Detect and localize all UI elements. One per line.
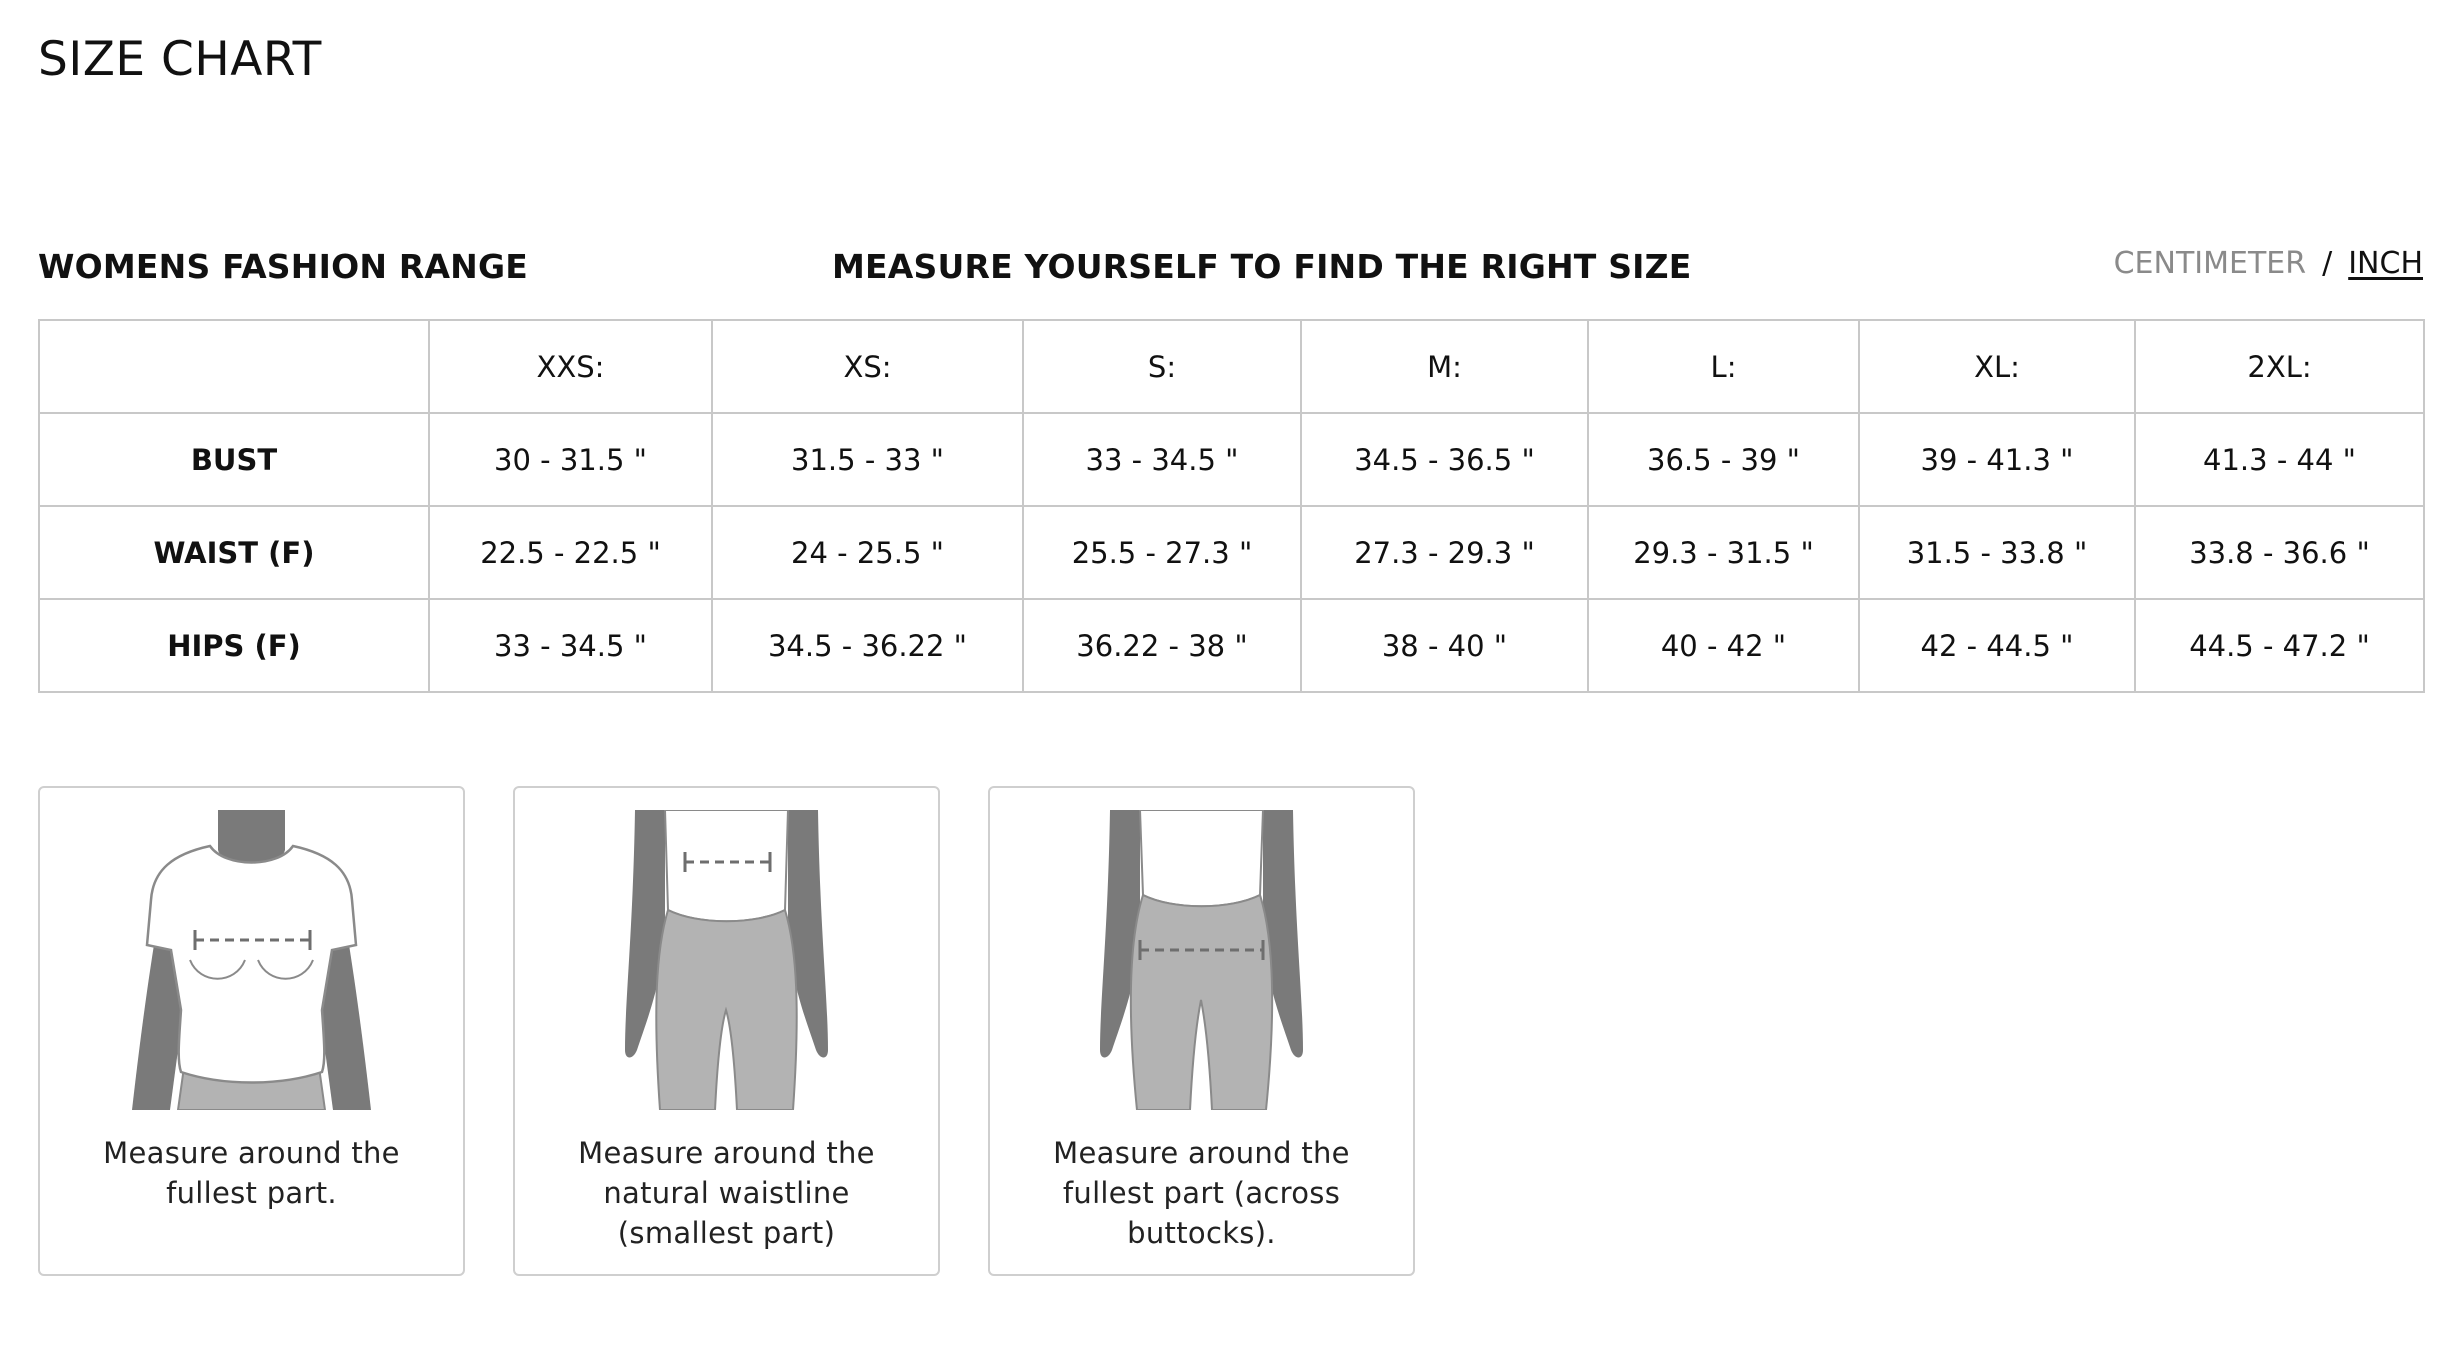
- table-header-cell: L:: [1588, 320, 1859, 413]
- table-cell: 44.5 - 47.2 ": [2135, 599, 2424, 692]
- table-cell: 22.5 - 22.5 ": [429, 506, 712, 599]
- table-cell: 24 - 25.5 ": [712, 506, 1023, 599]
- table-cell: 31.5 - 33 ": [712, 413, 1023, 506]
- table-cell: 27.3 - 29.3 ": [1301, 506, 1588, 599]
- measurement-cards: [38, 786, 1415, 1276]
- table-cell: 33 - 34.5 ": [429, 599, 712, 692]
- table-header-cell: [39, 320, 429, 413]
- table-header-cell: XS:: [712, 320, 1023, 413]
- table-cell: 33.8 - 36.6 ": [2135, 506, 2424, 599]
- table-row: [39, 506, 2424, 599]
- table-cell: 29.3 - 31.5 ": [1588, 506, 1859, 599]
- bust-card: [38, 786, 465, 1276]
- table-header-cell: XL:: [1859, 320, 2135, 413]
- bust-measure-illustration: [40, 810, 463, 1110]
- table-cell: 30 - 31.5 ": [429, 413, 712, 506]
- table-header-cell: 2XL:: [2135, 320, 2424, 413]
- unit-centimeter-link[interactable]: CENTIMETER: [2113, 246, 2307, 281]
- waist-caption: Measure around the natural waistline (smallest part): [578, 1136, 875, 1250]
- measure-title: MEASURE YOURSELF TO FIND THE RIGHT SIZE: [832, 247, 1692, 286]
- table-cell: 38 - 40 ": [1301, 599, 1588, 692]
- table-cell: 36.22 - 38 ": [1023, 599, 1301, 692]
- table-header-cell: S:: [1023, 320, 1301, 413]
- table-cell: 31.5 - 33.8 ": [1859, 506, 2135, 599]
- table-cell: 40 - 42 ": [1588, 599, 1859, 692]
- table-cell: 42 - 44.5 ": [1859, 599, 2135, 692]
- unit-separator: /: [2322, 246, 2333, 281]
- table-cell: 41.3 - 44 ": [2135, 413, 2424, 506]
- table-row: [39, 599, 2424, 692]
- table-header-cell: M:: [1301, 320, 1588, 413]
- range-title: WOMENS FASHION RANGE: [38, 247, 529, 286]
- page-title: SIZE CHART: [38, 32, 322, 87]
- waist-card: [513, 786, 940, 1276]
- table-cell: 25.5 - 27.3 ": [1023, 506, 1301, 599]
- hips-measure-illustration: [990, 810, 1413, 1110]
- table-cell: 34.5 - 36.22 ": [712, 599, 1023, 692]
- table-cell: 36.5 - 39 ": [1588, 413, 1859, 506]
- table-cell: 33 - 34.5 ": [1023, 413, 1301, 506]
- hips-caption: Measure around the fullest part (across buttocks).: [1053, 1136, 1350, 1250]
- table-header-row: [39, 320, 2424, 413]
- hips-card: [988, 786, 1415, 1276]
- size-table: [38, 319, 2425, 693]
- row-label: BUST: [39, 413, 429, 506]
- table-header-cell: XXS:: [429, 320, 712, 413]
- table-cell: 39 - 41.3 ": [1859, 413, 2135, 506]
- table-row: [39, 413, 2424, 506]
- waist-measure-illustration: [515, 810, 938, 1110]
- unit-toggle: [2114, 243, 2423, 285]
- unit-inch-link[interactable]: INCH: [2348, 246, 2423, 281]
- row-label: WAIST (F): [39, 506, 429, 599]
- bust-caption: Measure around the fullest part.: [103, 1136, 400, 1210]
- row-label: HIPS (F): [39, 599, 429, 692]
- table-cell: 34.5 - 36.5 ": [1301, 413, 1588, 506]
